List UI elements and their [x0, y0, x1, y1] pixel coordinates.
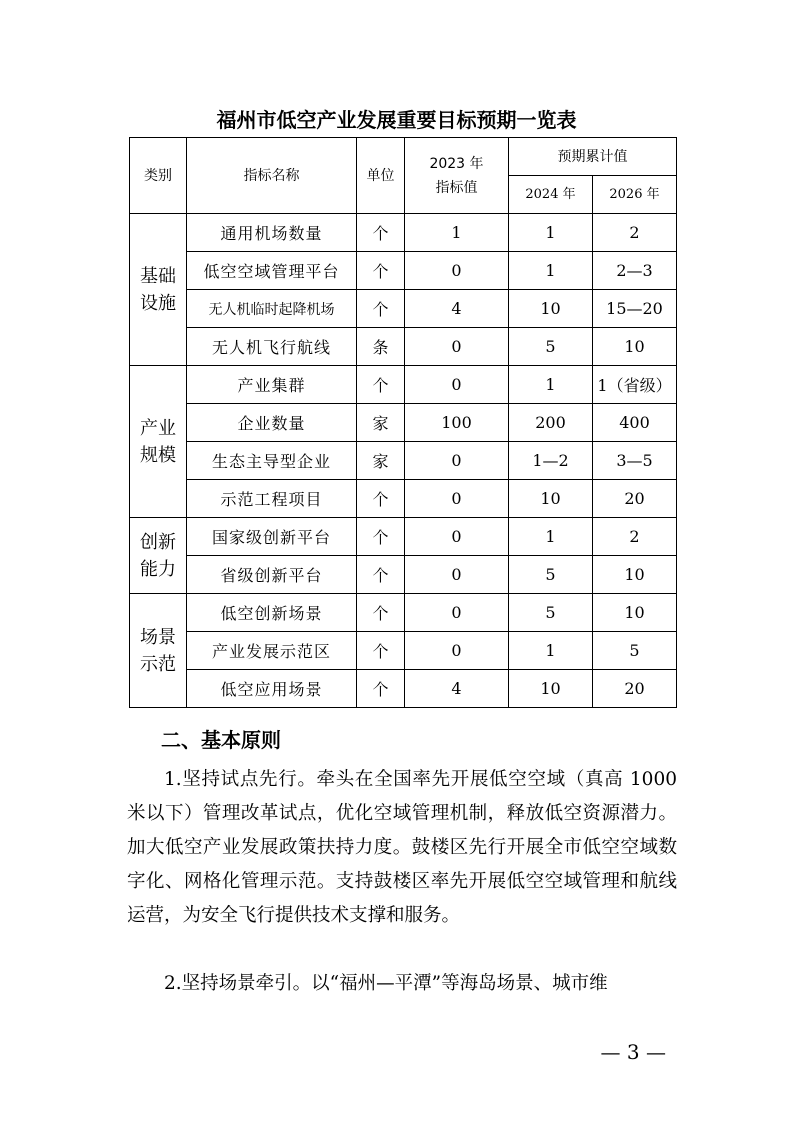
category-label: 基础	[140, 265, 176, 287]
value-2026: 10	[593, 556, 677, 594]
value-2023: 0	[405, 252, 509, 290]
value-2023: 0	[405, 366, 509, 404]
category-cell	[130, 366, 187, 518]
table-row	[130, 366, 677, 404]
table-row	[130, 518, 677, 556]
category-label: 设施	[140, 292, 176, 314]
table-row	[130, 404, 677, 442]
value-2026: 2—3	[593, 252, 677, 290]
indicator-name: 通用机场数量	[187, 214, 357, 252]
indicator-name: 低空空域管理平台	[187, 252, 357, 290]
value-2024: 1	[509, 518, 593, 556]
unit-cell: 个	[357, 214, 405, 252]
unit-cell: 个	[357, 518, 405, 556]
paragraph-scenario-led: 2.坚持场景牵引。以“福州—平潭”等海岛场景、城市维	[164, 973, 608, 994]
header-unit: 单位	[357, 138, 405, 214]
category-label: 场景	[140, 626, 176, 648]
value-2023: 0	[405, 442, 509, 480]
unit-cell: 个	[357, 290, 405, 328]
category-label: 能力	[140, 558, 176, 580]
table-row	[130, 252, 677, 290]
indicator-name: 省级创新平台	[187, 556, 357, 594]
value-2024: 1	[509, 632, 593, 670]
value-2026: 20	[593, 670, 677, 708]
unit-cell: 条	[357, 328, 405, 366]
value-2024: 5	[509, 556, 593, 594]
unit-cell: 个	[357, 670, 405, 708]
value-2024: 1	[509, 366, 593, 404]
header-2023-label: 指标值	[435, 179, 478, 196]
indicator-name: 示范工程项目	[187, 480, 357, 518]
value-2023: 100	[405, 404, 509, 442]
value-2026: 2	[593, 214, 677, 252]
indicator-name: 低空应用场景	[187, 670, 357, 708]
value-2026: 10	[593, 328, 677, 366]
indicator-name: 无人机飞行航线	[187, 328, 357, 366]
value-2023: 0	[405, 518, 509, 556]
table-row	[130, 214, 677, 252]
category-label: 规模	[140, 444, 176, 466]
value-2026: 5	[593, 632, 677, 670]
unit-cell: 个	[357, 556, 405, 594]
unit-cell: 个	[357, 252, 405, 290]
value-2023: 0	[405, 594, 509, 632]
table-row	[130, 556, 677, 594]
value-2026: 10	[593, 594, 677, 632]
category-label: 创新	[140, 531, 176, 553]
category-label: 示范	[140, 653, 176, 675]
table-row	[130, 442, 677, 480]
header-category: 类别	[130, 138, 187, 214]
value-2024: 10	[509, 670, 593, 708]
value-2024: 1	[509, 252, 593, 290]
value-2023: 0	[405, 556, 509, 594]
value-2023: 0	[405, 328, 509, 366]
header-indicator-name: 指标名称	[187, 138, 357, 214]
value-2026: 15—20	[593, 290, 677, 328]
unit-cell: 个	[357, 366, 405, 404]
header-2023-value	[405, 138, 509, 214]
paragraph-pilot-first: 1.坚持试点先行。牵头在全国率先开展低空空域（真高 1000 米以下）管理改革试点，优化空域管理机制，释放低空资源潜力。加大低空产业发展政策扶持力度。鼓楼区先行开展全市低空空域数字化、网格化管理示范。支持鼓楼区率先开展低空空域管理和航线运营，为安全飞行提供技术支撑和服务。	[127, 769, 677, 926]
unit-cell: 个	[357, 480, 405, 518]
category-label: 产业	[140, 417, 176, 439]
value-2026: 20	[593, 480, 677, 518]
header-2026: 2026 年	[593, 176, 677, 214]
indicator-name: 企业数量	[187, 404, 357, 442]
unit-cell: 个	[357, 594, 405, 632]
value-2023: 4	[405, 670, 509, 708]
indicator-name: 生态主导型企业	[187, 442, 357, 480]
value-2023: 4	[405, 290, 509, 328]
value-2024: 5	[509, 328, 593, 366]
section-heading: 二、基本原则	[161, 728, 281, 752]
indicator-name: 国家级创新平台	[187, 518, 357, 556]
value-2024: 1	[509, 214, 593, 252]
table-row	[130, 328, 677, 366]
table-row	[130, 632, 677, 670]
table-row	[130, 480, 677, 518]
value-2026: 400	[593, 404, 677, 442]
indicator-name: 产业集群	[187, 366, 357, 404]
goals-table	[129, 137, 677, 708]
unit-cell: 家	[357, 404, 405, 442]
indicator-name: 低空创新场景	[187, 594, 357, 632]
value-2024: 200	[509, 404, 593, 442]
value-2023: 0	[405, 480, 509, 518]
value-2026: 1（省级）	[593, 366, 677, 404]
header-expected: 预期累计值	[509, 138, 677, 176]
header-2024: 2024 年	[509, 176, 593, 214]
category-cell	[130, 214, 187, 366]
unit-cell: 家	[357, 442, 405, 480]
value-2023: 1	[405, 214, 509, 252]
indicator-name: 产业发展示范区	[187, 632, 357, 670]
value-2023: 0	[405, 632, 509, 670]
value-2026: 2	[593, 518, 677, 556]
unit-cell: 个	[357, 632, 405, 670]
table-row	[130, 594, 677, 632]
header-2023-year: 2023 年	[429, 155, 484, 172]
table-title: 福州市低空产业发展重要目标预期一览表	[216, 108, 577, 132]
table-row	[130, 290, 677, 328]
value-2024: 10	[509, 290, 593, 328]
category-cell	[130, 594, 187, 708]
value-2024: 5	[509, 594, 593, 632]
value-2024: 10	[509, 480, 593, 518]
value-2026: 3—5	[593, 442, 677, 480]
indicator-name: 无人机临时起降机场	[187, 290, 357, 328]
category-cell	[130, 518, 187, 594]
page-number: — 3 —	[600, 1040, 666, 1064]
table-row	[130, 670, 677, 708]
value-2024: 1—2	[509, 442, 593, 480]
